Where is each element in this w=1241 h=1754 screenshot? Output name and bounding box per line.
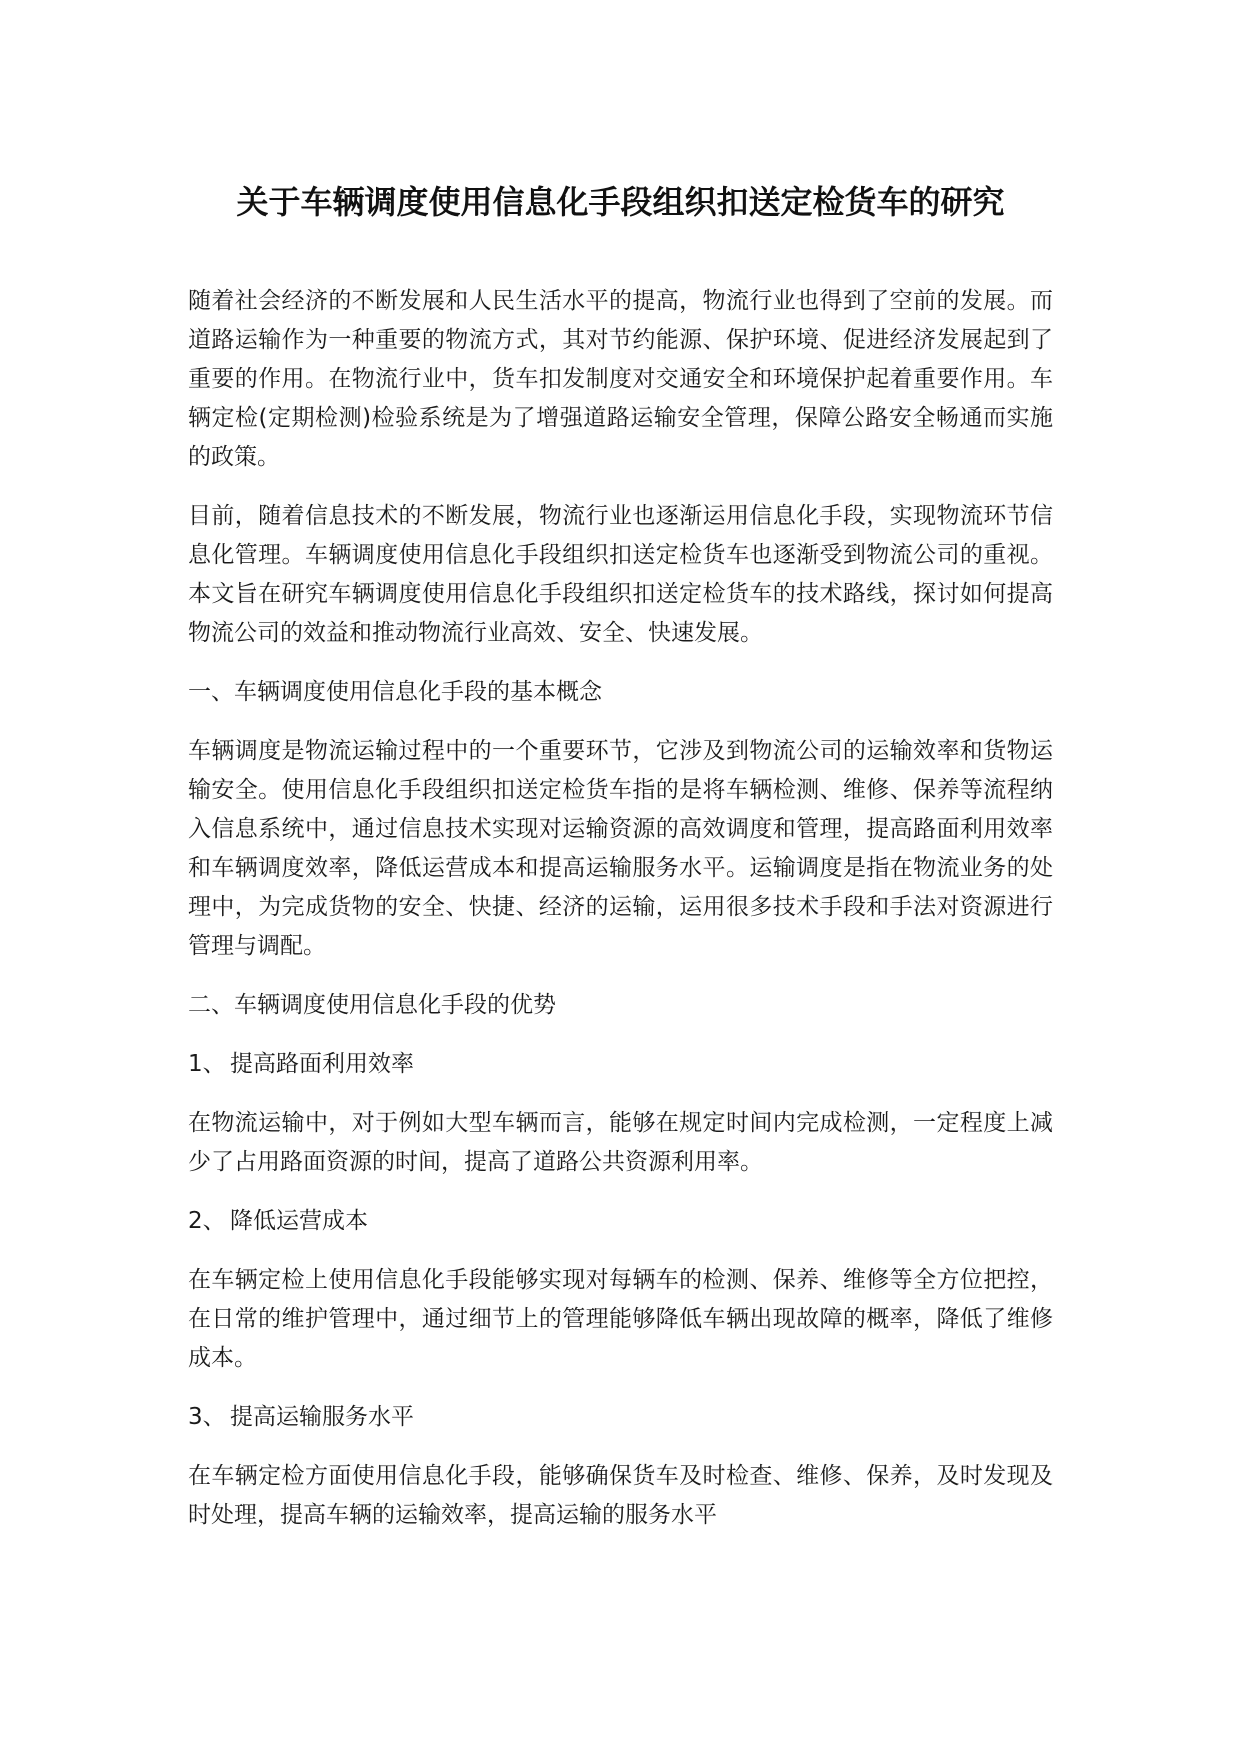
subsection-1-title: 提高路面利用效率	[230, 1051, 414, 1077]
document-page	[188, 176, 1053, 1555]
section-2-heading: 二、车辆调度使用信息化手段的优势	[188, 992, 556, 1018]
subsection-2-heading	[188, 1202, 1053, 1241]
subsection-3-number: 3、	[188, 1404, 226, 1430]
subsection-1-number: 1、	[188, 1051, 226, 1077]
subsection-3-title: 提高运输服务水平	[230, 1404, 414, 1430]
intro-paragraph-1: 随着社会经济的不断发展和人民生活水平的提高，物流行业也得到了空前的发展。而道路运输作为一种重要的物流方式，其对节约能源、保护环境、促进经济发展起到了重要的作用。在物流行业中，货车扣发制度对交通安全和环境保护起着重要作用。车辆定检(定期检测)检验系统是为了增强道路运输安全管理，保障公路安全畅通而实施的政策。	[188, 288, 1053, 470]
intro-paragraph-2: 目前，随着信息技术的不断发展，物流行业也逐渐运用信息化手段，实现物流环节信息化管理。车辆调度使用信息化手段组织扣送定检货车也逐渐受到物流公司的重视。本文旨在研究车辆调度使用信息化手段组织扣送定检货车的技术路线，探讨如何提高物流公司的效益和推动物流行业高效、安全、快速发展。	[188, 503, 1053, 646]
subsection-1-paragraph: 在物流运输中，对于例如大型车辆而言，能够在规定时间内完成检测，一定程度上减少了占用路面资源的时间，提高了道路公共资源利用率。	[188, 1110, 1053, 1175]
section-1-paragraph: 车辆调度是物流运输过程中的一个重要环节，它涉及到物流公司的运输效率和货物运输安全。使用信息化手段组织扣送定检货车指的是将车辆检测、维修、保养等流程纳入信息系统中，通过信息技术实现对运输资源的高效调度和管理，提高路面利用效率和车辆调度效率，降低运营成本和提高运输服务水平。运输调度是指在物流业务的处理中，为完成货物的安全、快捷、经济的运输，运用很多技术手段和手法对资源进行管理与调配。	[188, 738, 1053, 959]
subsection-2-paragraph: 在车辆定检上使用信息化手段能够实现对每辆车的检测、保养、维修等全方位把控，在日常的维护管理中，通过细节上的管理能够降低车辆出现故障的概率，降低了维修成本。	[188, 1267, 1053, 1371]
document-title: 关于车辆调度使用信息化手段组织扣送定检货车的研究	[236, 183, 1005, 221]
subsection-2-title: 降低运营成本	[230, 1208, 368, 1234]
section-1-heading: 一、车辆调度使用信息化手段的基本概念	[188, 679, 602, 705]
subsection-3-paragraph: 在车辆定检方面使用信息化手段，能够确保货车及时检查、维修、保养，及时发现及时处理，提高车辆的运输效率，提高运输的服务水平	[188, 1463, 1053, 1528]
subsection-1-heading	[188, 1045, 1053, 1084]
subsection-3-heading	[188, 1398, 1053, 1437]
subsection-2-number: 2、	[188, 1208, 226, 1234]
